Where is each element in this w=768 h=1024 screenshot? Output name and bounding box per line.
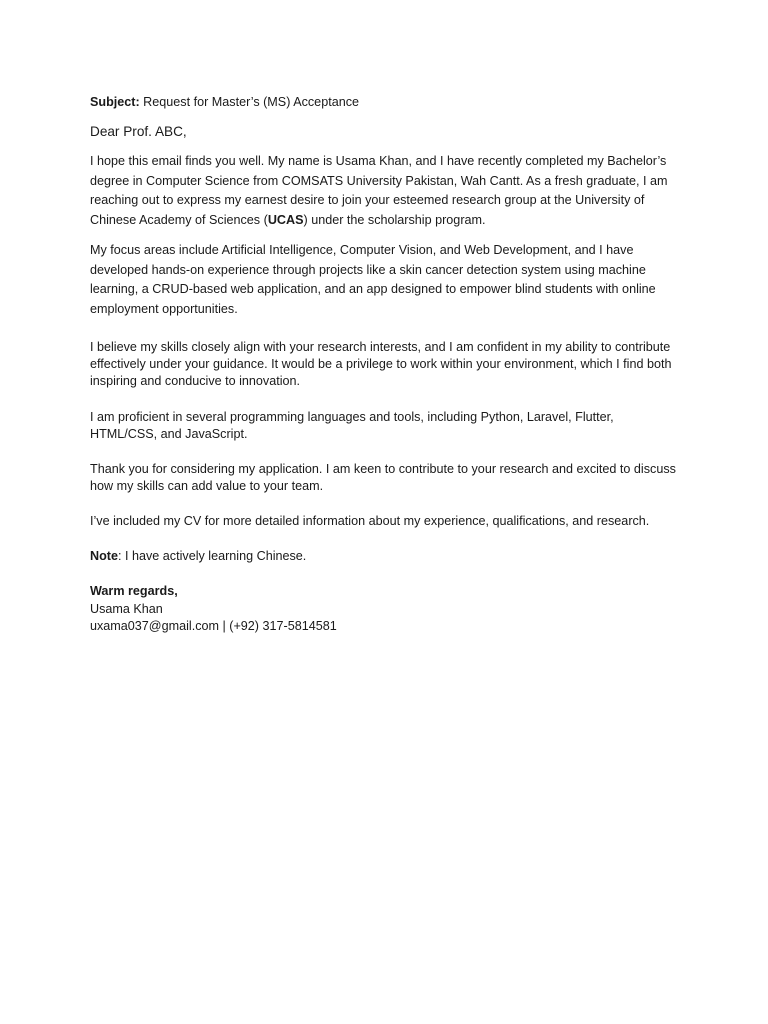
subject-text: Request for Master’s (MS) Acceptance <box>139 95 360 109</box>
note-line <box>90 547 680 567</box>
paragraph-thanks: Thank you for considering my application. I am keen to contribute to your research and excited to discuss how my skills can add value to your team. <box>90 462 676 494</box>
paragraph-focus-areas: My focus areas include Artificial Intelligence, Computer Vision, and Web Development, and I have developed hands-on experience through projects like a skin cancer detection system using machine learning, a CRUD-based web application, and an app designed to empower blind students with online employment opportunities. <box>90 243 656 316</box>
intro-text: I hope this email finds you well. My name is Usama Khan, and I have recently completed my Bachelor’s degree in Computer Science from COMSATS University Pakistan, Wah Cantt. As a fresh graduate, I am reaching out to express my earnest desire to join your esteemed research group at the University of Chinese Academy of Sciences ( <box>90 154 668 227</box>
intro-text-end: ) under the scholarship program. <box>303 212 486 227</box>
note-text: : I have actively learning Chinese. <box>118 548 307 563</box>
paragraph-cv: I’ve included my CV for more detailed information about my experience, qualifications, and research. <box>90 514 650 529</box>
paragraph-proficiency: I am proficient in several programming languages and tools, including Python, Laravel, Flutter, HTML/CSS, and JavaScript. <box>90 409 614 441</box>
signature-block <box>90 583 680 636</box>
note-label: Note <box>90 548 118 563</box>
paragraph-skills-alignment: I believe my skills closely align with your research interests, and I am confident in my ability to contribute effectively under your guidance. It would be a privilege to work within your environment, which I find both inspiring and conducive to innovation. <box>90 340 672 389</box>
signer-name: Usama Khan <box>90 601 163 616</box>
greeting: Dear Prof. ABC, <box>90 123 187 139</box>
ucas-acronym: UCAS <box>267 212 304 227</box>
subject-label: Subject: <box>90 95 140 109</box>
contact-info: uxama037@gmail.com | (+92) 317-5814581 <box>90 619 337 634</box>
paragraph-introduction <box>90 152 680 230</box>
letter-body <box>90 93 680 636</box>
subject-line <box>90 93 680 113</box>
closing: Warm regards, <box>90 584 178 599</box>
